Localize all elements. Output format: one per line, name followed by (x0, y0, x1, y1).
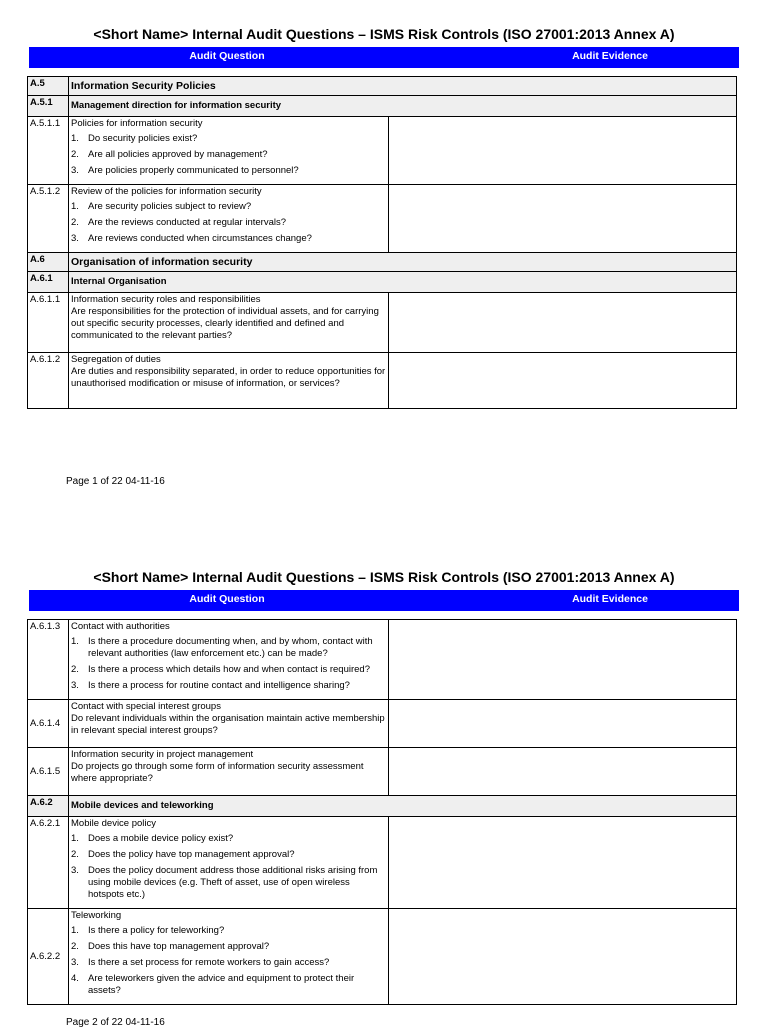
audit-question-cell (69, 293, 389, 353)
control-row (28, 117, 737, 185)
control-title: Segregation of duties (71, 354, 161, 365)
question-list (71, 636, 386, 696)
control-ref: A.6.1.3 (28, 620, 69, 700)
column-header-audit-evidence: Audit Evidence (572, 50, 648, 62)
page-footer: Page 2 of 22 04-11-16 (66, 1017, 165, 1028)
question-item: 3. Does the policy document address those additional risks arising from using mobile devices (e.g. Theft of asset, use of open wireless hotspots etc.) (71, 865, 378, 900)
control-row (28, 817, 737, 909)
control-ref: A.6.1.5 (28, 748, 69, 796)
audit-question-cell (69, 185, 389, 253)
subsection-title: Internal Organisation (69, 272, 737, 293)
question-item: 1. Are security policies subject to review? (71, 201, 252, 212)
control-row (28, 700, 737, 748)
control-title: Policies for information security (71, 118, 203, 129)
audit-evidence-cell[interactable] (389, 185, 737, 253)
control-ref: A.5.1.2 (28, 185, 69, 253)
question-list (71, 833, 386, 905)
question-item: 3. Is there a set process for remote workers to gain access? (71, 957, 330, 968)
subsection-row (28, 796, 737, 817)
audit-question-cell (69, 353, 389, 409)
page-footer: Page 1 of 22 04-11-16 (66, 476, 165, 487)
audit-evidence-cell[interactable] (389, 909, 737, 1005)
audit-table (27, 76, 737, 409)
audit-question-cell (69, 748, 389, 796)
section-row (28, 77, 737, 96)
section-title: Organisation of information security (69, 253, 737, 272)
subsection-ref: A.6.1 (28, 272, 69, 293)
question-item: 4. Are teleworkers given the advice and equipment to protect their assets? (71, 973, 355, 996)
subsection-title: Mobile devices and teleworking (69, 796, 737, 817)
question-item: 1. Is there a procedure documenting when, and by whom, contact with relevant authorities (law enforcement etc.) can be made? (71, 636, 373, 659)
question-list (71, 133, 386, 181)
control-ref: A.6.1.1 (28, 293, 69, 353)
question-list (71, 201, 386, 249)
audit-table (27, 619, 737, 1005)
column-header-bar (29, 590, 739, 611)
control-row (28, 909, 737, 1005)
document-title: <Short Name> Internal Audit Questions – ISMS Risk Controls (ISO 27001:2013 Annex A) (93, 26, 675, 42)
question-text: Are responsibilities for the protection of individual assets, and for carrying out specific security processes, clearly identified and defined and communicated to the relevant parties? (71, 306, 379, 341)
audit-evidence-cell[interactable] (389, 700, 737, 748)
question-item: 1. Is there a policy for teleworking? (71, 925, 225, 936)
audit-evidence-cell[interactable] (389, 817, 737, 909)
question-item: 3. Are reviews conducted when circumstances change? (71, 233, 312, 244)
control-row (28, 353, 737, 409)
question-item: 1. Does a mobile device policy exist? (71, 833, 234, 844)
column-header-audit-evidence: Audit Evidence (572, 593, 648, 605)
control-title: Contact with authorities (71, 621, 170, 632)
control-row (28, 620, 737, 700)
audit-question-cell (69, 700, 389, 748)
control-title: Mobile device policy (71, 818, 157, 829)
section-ref: A.6 (28, 253, 69, 272)
question-item: 1. Do security policies exist? (71, 133, 198, 144)
column-header-bar (29, 47, 739, 68)
control-ref: A.6.1.4 (28, 700, 69, 748)
question-item: 2. Does the policy have top management approval? (71, 849, 295, 860)
control-ref: A.6.2.1 (28, 817, 69, 909)
question-item: 3. Is there a process for routine contact and intelligence sharing? (71, 680, 350, 691)
control-row (28, 185, 737, 253)
control-title: Information security roles and responsibilities (71, 294, 261, 305)
control-ref: A.6.2.2 (28, 909, 69, 1005)
audit-evidence-cell[interactable] (389, 748, 737, 796)
audit-question-cell (69, 117, 389, 185)
question-item: 2. Are all policies approved by management? (71, 149, 268, 160)
subsection-title: Management direction for information security (69, 96, 737, 117)
document-title: <Short Name> Internal Audit Questions – ISMS Risk Controls (ISO 27001:2013 Annex A) (93, 569, 675, 585)
control-ref: A.6.1.2 (28, 353, 69, 409)
audit-question-cell (69, 817, 389, 909)
control-row (28, 748, 737, 796)
section-ref: A.5 (28, 77, 69, 96)
audit-question-cell (69, 620, 389, 700)
column-header-audit-question: Audit Question (189, 50, 265, 62)
question-text: Do relevant individuals within the organisation maintain active membership in relevant special interest groups? (71, 713, 385, 736)
question-item: 2. Are the reviews conducted at regular intervals? (71, 217, 287, 228)
question-item: 3. Are policies properly communicated to personnel? (71, 165, 299, 176)
control-title: Review of the policies for information security (71, 186, 262, 197)
audit-evidence-cell[interactable] (389, 117, 737, 185)
subsection-ref: A.6.2 (28, 796, 69, 817)
question-list (71, 925, 386, 1001)
subsection-ref: A.5.1 (28, 96, 69, 117)
question-item: 2. Is there a process which details how and when contact is required? (71, 664, 370, 675)
control-row (28, 293, 737, 353)
audit-question-cell (69, 909, 389, 1005)
column-header-audit-question: Audit Question (189, 593, 265, 605)
section-row (28, 253, 737, 272)
question-text: Are duties and responsibility separated, in order to reduce opportunities for unauthorised modification or misuse of information, or services? (71, 366, 386, 389)
audit-evidence-cell[interactable] (389, 353, 737, 409)
control-title: Information security in project management (71, 749, 254, 760)
control-title: Contact with special interest groups (71, 701, 221, 712)
control-ref: A.5.1.1 (28, 117, 69, 185)
section-title: Information Security Policies (69, 77, 737, 96)
audit-evidence-cell[interactable] (389, 293, 737, 353)
audit-evidence-cell[interactable] (389, 620, 737, 700)
control-title: Teleworking (71, 910, 122, 921)
question-item: 2. Does this have top management approval? (71, 941, 270, 952)
question-text: Do projects go through some form of information security assessment where appropriate? (71, 761, 364, 784)
subsection-row (28, 272, 737, 293)
subsection-row (28, 96, 737, 117)
